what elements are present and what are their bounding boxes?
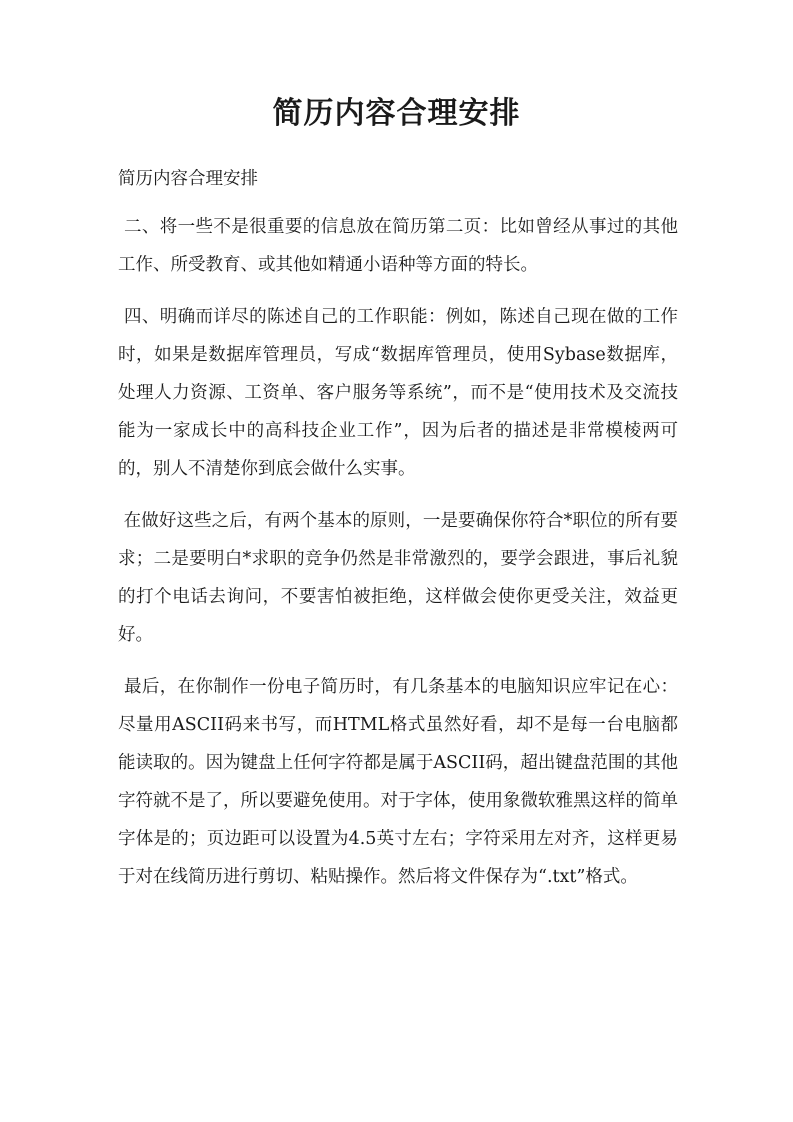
paragraph-basic-principles: 在做好这些之后，有两个基本的原则，一是要确保你符合*职位的所有要求；二是要明白*求职的竞争仍然是非常激烈的，要学会跟进，事后礼貌的打个电话去询问，不要害怕被拒绝，这样做会使你更受关注，效益更好。	[118, 511, 678, 645]
document-body	[118, 160, 678, 910]
document-subtitle: 简历内容合理安排	[118, 169, 258, 189]
paragraph-secondary-info: 二、将一些不是很重要的信息放在简历第二页：比如曾经从事过的其他工作、所受教育、或其他如精通小语种等方面的特长。	[118, 217, 678, 275]
paragraph-job-duties: 四、明确而详尽的陈述自己的工作职能：例如，陈述自己现在做的工作时，如果是数据库管理员，写成“数据库管理员，使用Sybase数据库，处理人力资源、工资单、客户服务等系统”，而不是“使用技术及交流技能为一家成长中的高科技企业工作”，因为后者的描述是非常模棱两可的，别人不清楚你到底会做什么实事。	[118, 307, 678, 479]
paragraph-electronic-resume: 最后，在你制作一份电子简历时，有几条基本的电脑知识应牢记在心：尽量用ASCII码来书写，而HTML格式虽然好看，却不是每一台电脑都能读取的。因为键盘上任何字符都是属于ASCII码，超出键盘范围的其他字符就不是了，所以要避免使用。对于字体，使用象微软雅黑这样的简单字体是的；页边距可以设置为4.5英寸左右；字符采用左对齐，这样更易于对在线简历进行剪切、粘贴操作。然后将文件保存为“.txt”格式。	[118, 677, 678, 887]
document-title: 简历内容合理安排	[272, 96, 521, 131]
